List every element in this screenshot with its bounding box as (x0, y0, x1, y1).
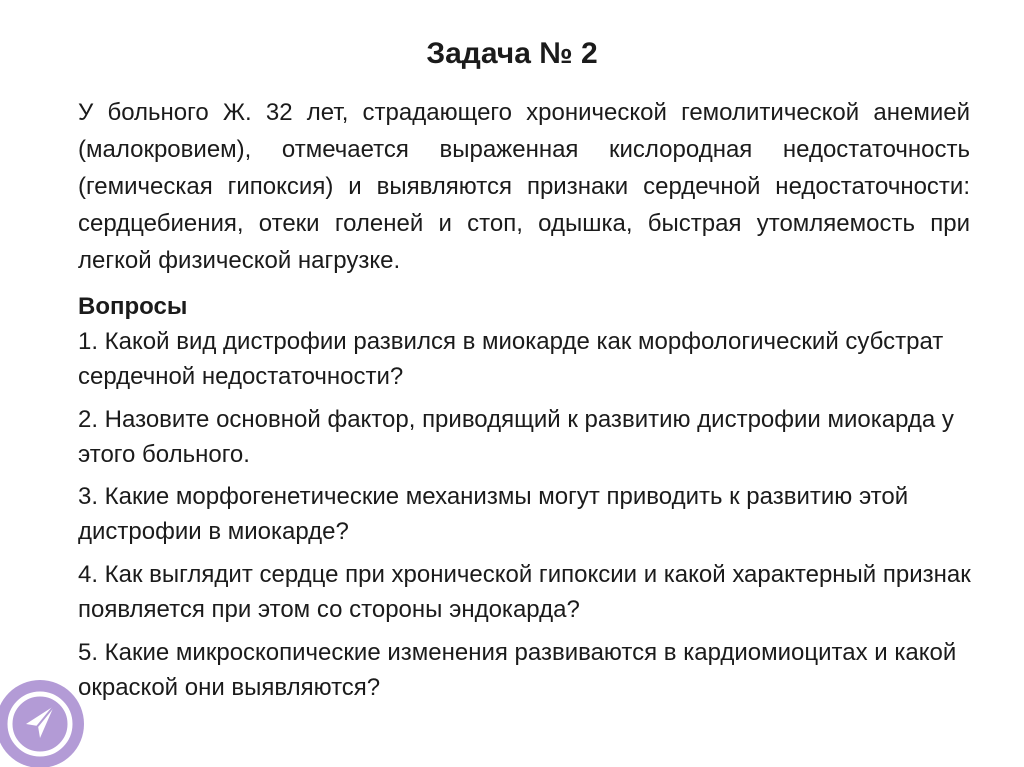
questions-heading: Вопросы (78, 293, 188, 320)
question-4: 4. Как выглядит сердце при хронической гипоксии и какой характерный признак появляется при этом со стороны эндокарда? (78, 561, 971, 623)
slide-title: Задача № 2 (426, 37, 598, 70)
question-2: 2. Назовите основной фактор, приводящий к развитию дистрофии миокарда у этого больного. (78, 406, 954, 468)
site-logo[interactable] (0, 680, 84, 767)
paper-plane-icon (0, 680, 84, 767)
question-5: 5. Какие микроскопические изменения развиваются в кардиомиоцитах и какой окраской они выявляются? (78, 639, 957, 701)
question-1: 1. Какой вид дистрофии развился в миокарде как морфологический субстрат сердечной недостаточности? (78, 328, 944, 390)
case-description: У больного Ж. 32 лет, страдающего хронической гемолитической анемией (малокровием), отмечается выраженная кислородная недостаточность (гемическая гипоксия) и выявляются признаки сердечной недостаточности: сердцебиения, отеки голеней и стоп, одышка, быстрая утомляемость при легкой физической нагрузке. (78, 99, 970, 274)
question-3: 3. Какие морфогенетические механизмы могут приводить к развитию этой дистрофии в миокарде? (78, 483, 909, 545)
